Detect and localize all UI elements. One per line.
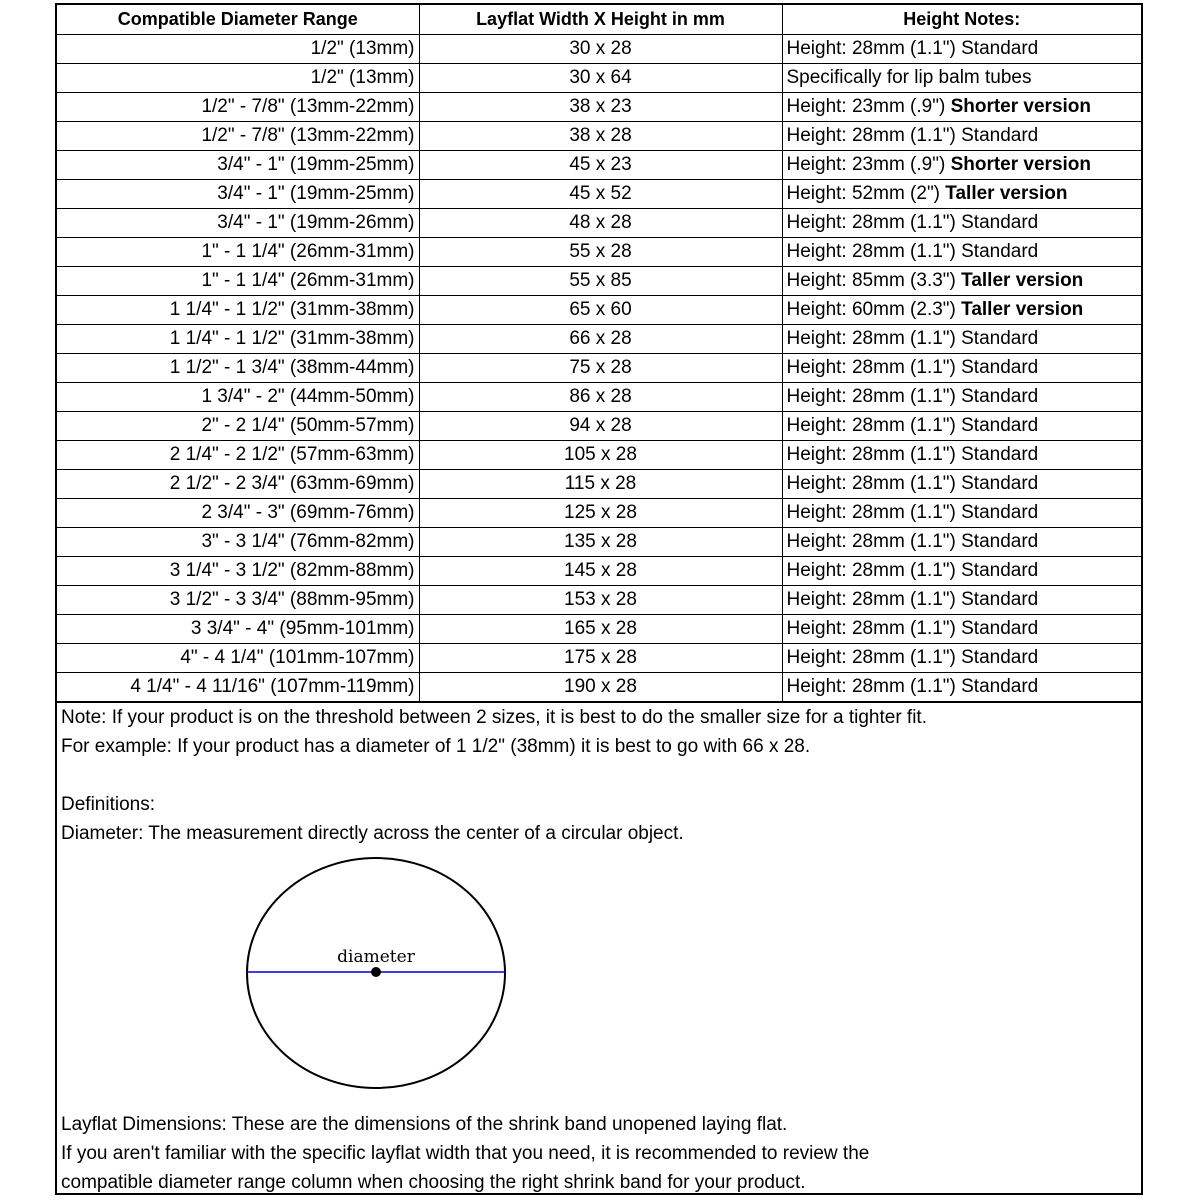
- center-point: [371, 967, 381, 977]
- diameter-diagram: [245, 855, 507, 1105]
- layflat-size-cell: 125 x 28: [419, 498, 782, 527]
- height-note-cell: [782, 585, 1141, 614]
- height-note-cell: [782, 556, 1141, 585]
- layflat-size-cell: 175 x 28: [419, 643, 782, 672]
- height-note-cell: [782, 295, 1141, 324]
- height-note-text: Height: 28mm (1.1") Standard: [786, 559, 1039, 581]
- table-body: [57, 34, 1141, 702]
- diameter-range-cell: 3 3/4" - 4" (95mm-101mm): [57, 614, 419, 643]
- layflat-size-cell: 145 x 28: [419, 556, 782, 585]
- size-chart-sheet: [55, 3, 1143, 1195]
- table-row: [57, 469, 1141, 498]
- table-row: [57, 643, 1141, 672]
- table-row: [57, 440, 1141, 469]
- height-note-cell: [782, 208, 1141, 237]
- layflat-size-cell: 38 x 23: [419, 92, 782, 121]
- height-note-text: Height: 28mm (1.1") Standard: [786, 472, 1039, 494]
- height-note-cell: [782, 150, 1141, 179]
- diameter-range-cell: 1/2" (13mm): [57, 63, 419, 92]
- height-note-text: Height: 28mm (1.1") Standard: [786, 617, 1039, 639]
- height-note-cell: [782, 672, 1141, 702]
- diameter-range-cell: 3 1/2" - 3 3/4" (88mm-95mm): [57, 585, 419, 614]
- layflat-size-cell: 190 x 28: [419, 672, 782, 702]
- diameter-range-cell: 1 1/2" - 1 3/4" (38mm-44mm): [57, 353, 419, 382]
- diameter-range-cell: 1 1/4" - 1 1/2" (31mm-38mm): [57, 324, 419, 353]
- height-note-cell: [782, 324, 1141, 353]
- layflat-size-cell: 75 x 28: [419, 353, 782, 382]
- height-note-cell: [782, 527, 1141, 556]
- layflat-size-cell: 94 x 28: [419, 411, 782, 440]
- diameter-range-cell: 3 1/4" - 3 1/2" (82mm-88mm): [57, 556, 419, 585]
- header-layflat-size: Layflat Width X Height in mm: [419, 5, 782, 34]
- table-row: [57, 411, 1141, 440]
- diameter-range-cell: 3/4" - 1" (19mm-25mm): [57, 179, 419, 208]
- height-note-text: Height: 28mm (1.1") Standard: [786, 501, 1039, 523]
- layflat-size-cell: 66 x 28: [419, 324, 782, 353]
- diameter-range-cell: 1 1/4" - 1 1/2" (31mm-38mm): [57, 295, 419, 324]
- layflat-definition: Layflat Dimensions: These are the dimensions of the shrink band unopened laying flat.: [61, 1114, 788, 1135]
- diameter-range-cell: 2 1/2" - 2 3/4" (63mm-69mm): [57, 469, 419, 498]
- height-note-cell: [782, 498, 1141, 527]
- height-note-text: Height: 28mm (1.1") Standard: [786, 414, 1039, 436]
- layflat-advice-2: compatible diameter range column when choosing the right shrink band for your product.: [61, 1172, 806, 1193]
- height-note-text: Height: 28mm (1.1") Standard: [786, 443, 1039, 465]
- height-note-emphasis: Taller version: [961, 298, 1084, 320]
- table-row: [57, 92, 1141, 121]
- diameter-range-cell: 2 1/4" - 2 1/2" (57mm-63mm): [57, 440, 419, 469]
- height-note-cell: [782, 266, 1141, 295]
- layflat-size-cell: 30 x 28: [419, 34, 782, 63]
- diameter-range-cell: 1 3/4" - 2" (44mm-50mm): [57, 382, 419, 411]
- height-note-text: Height: 28mm (1.1") Standard: [786, 124, 1039, 146]
- layflat-size-cell: 153 x 28: [419, 585, 782, 614]
- table-header-row: [57, 5, 1141, 34]
- diameter-range-cell: 2" - 2 1/4" (50mm-57mm): [57, 411, 419, 440]
- height-note-cell: [782, 382, 1141, 411]
- diameter-label: diameter: [337, 947, 415, 967]
- height-note-text: Height: 28mm (1.1") Standard: [786, 588, 1039, 610]
- height-note-text: Height: 28mm (1.1") Standard: [786, 211, 1039, 233]
- table-row: [57, 63, 1141, 92]
- height-note-text: Height: 23mm (.9"): [786, 95, 951, 117]
- table-row: [57, 179, 1141, 208]
- layflat-size-cell: 65 x 60: [419, 295, 782, 324]
- table-row: [57, 266, 1141, 295]
- diameter-range-cell: 1/2" - 7/8" (13mm-22mm): [57, 121, 419, 150]
- height-note-cell: [782, 121, 1141, 150]
- diameter-range-cell: 2 3/4" - 3" (69mm-76mm): [57, 498, 419, 527]
- height-note-text: Height: 28mm (1.1") Standard: [786, 646, 1039, 668]
- table-row: [57, 382, 1141, 411]
- definitions-heading: Definitions:: [61, 794, 155, 815]
- diameter-range-cell: 3" - 3 1/4" (76mm-82mm): [57, 527, 419, 556]
- diameter-definition: Diameter: The measurement directly across the center of a circular object.: [61, 823, 684, 844]
- fit-notes: [61, 703, 927, 761]
- layflat-size-cell: 38 x 28: [419, 121, 782, 150]
- height-note-text: Height: 28mm (1.1") Standard: [786, 675, 1039, 697]
- size-table: [57, 5, 1141, 703]
- height-note-cell: [782, 179, 1141, 208]
- height-note-emphasis: Shorter version: [950, 95, 1092, 117]
- layflat-advice-1: If you aren't familiar with the specific layflat width that you need, it is recommended to review the: [61, 1143, 870, 1164]
- diameter-range-cell: 3/4" - 1" (19mm-25mm): [57, 150, 419, 179]
- height-note-cell: [782, 469, 1141, 498]
- table-row: [57, 672, 1141, 702]
- height-note-cell: [782, 614, 1141, 643]
- table-row: [57, 237, 1141, 266]
- note-example: For example: If your product has a diameter of 1 1/2" (38mm) it is best to go with 66 x 28.: [61, 736, 811, 757]
- header-diameter-range: Compatible Diameter Range: [57, 5, 419, 34]
- definitions-section: [61, 790, 684, 848]
- table-row: [57, 208, 1141, 237]
- height-note-text: Height: 28mm (1.1") Standard: [786, 37, 1039, 59]
- height-note-cell: [782, 34, 1141, 63]
- height-note-text: Height: 60mm (2.3"): [786, 298, 962, 320]
- layflat-size-cell: 105 x 28: [419, 440, 782, 469]
- height-note-cell: [782, 643, 1141, 672]
- layflat-size-cell: 30 x 64: [419, 63, 782, 92]
- diameter-range-cell: 1/2" (13mm): [57, 34, 419, 63]
- height-note-cell: [782, 353, 1141, 382]
- table-row: [57, 585, 1141, 614]
- table-row: [57, 295, 1141, 324]
- table-row: [57, 324, 1141, 353]
- height-note-text: Specifically for lip balm tubes: [786, 66, 1032, 88]
- height-note-text: Height: 28mm (1.1") Standard: [786, 530, 1039, 552]
- layflat-size-cell: 55 x 85: [419, 266, 782, 295]
- table-row: [57, 34, 1141, 63]
- table-row: [57, 527, 1141, 556]
- table-row: [57, 556, 1141, 585]
- height-note-cell: [782, 63, 1141, 92]
- table-row: [57, 614, 1141, 643]
- layflat-size-cell: 45 x 23: [419, 150, 782, 179]
- header-height-notes: Height Notes:: [782, 5, 1141, 34]
- height-note-emphasis: Taller version: [961, 269, 1084, 291]
- layflat-size-cell: 135 x 28: [419, 527, 782, 556]
- note-threshold: Note: If your product is on the threshold between 2 sizes, it is best to do the smaller size for a tighter fit.: [61, 707, 927, 728]
- diameter-range-cell: 1" - 1 1/4" (26mm-31mm): [57, 266, 419, 295]
- layflat-size-cell: 86 x 28: [419, 382, 782, 411]
- height-note-text: Height: 28mm (1.1") Standard: [786, 385, 1039, 407]
- layflat-size-cell: 48 x 28: [419, 208, 782, 237]
- height-note-text: Height: 85mm (3.3"): [786, 269, 962, 291]
- table-row: [57, 121, 1141, 150]
- diameter-range-cell: 1/2" - 7/8" (13mm-22mm): [57, 92, 419, 121]
- layflat-size-cell: 115 x 28: [419, 469, 782, 498]
- height-note-text: Height: 28mm (1.1") Standard: [786, 240, 1039, 262]
- layflat-section: [61, 1110, 869, 1197]
- diameter-range-cell: 3/4" - 1" (19mm-26mm): [57, 208, 419, 237]
- table-row: [57, 353, 1141, 382]
- layflat-size-cell: 165 x 28: [419, 614, 782, 643]
- height-note-text: Height: 23mm (.9"): [786, 153, 951, 175]
- layflat-size-cell: 55 x 28: [419, 237, 782, 266]
- height-note-text: Height: 28mm (1.1") Standard: [786, 327, 1039, 349]
- table-row: [57, 150, 1141, 179]
- height-note-cell: [782, 92, 1141, 121]
- height-note-text: Height: 28mm (1.1") Standard: [786, 356, 1039, 378]
- diameter-range-cell: 4" - 4 1/4" (101mm-107mm): [57, 643, 419, 672]
- diameter-range-cell: 1" - 1 1/4" (26mm-31mm): [57, 237, 419, 266]
- height-note-text: Height: 52mm (2"): [786, 182, 946, 204]
- height-note-cell: [782, 237, 1141, 266]
- height-note-cell: [782, 440, 1141, 469]
- height-note-emphasis: Taller version: [945, 182, 1068, 204]
- height-note-cell: [782, 411, 1141, 440]
- layflat-size-cell: 45 x 52: [419, 179, 782, 208]
- table-row: [57, 498, 1141, 527]
- height-note-emphasis: Shorter version: [950, 153, 1092, 175]
- diameter-range-cell: 4 1/4" - 4 11/16" (107mm-119mm): [57, 672, 419, 702]
